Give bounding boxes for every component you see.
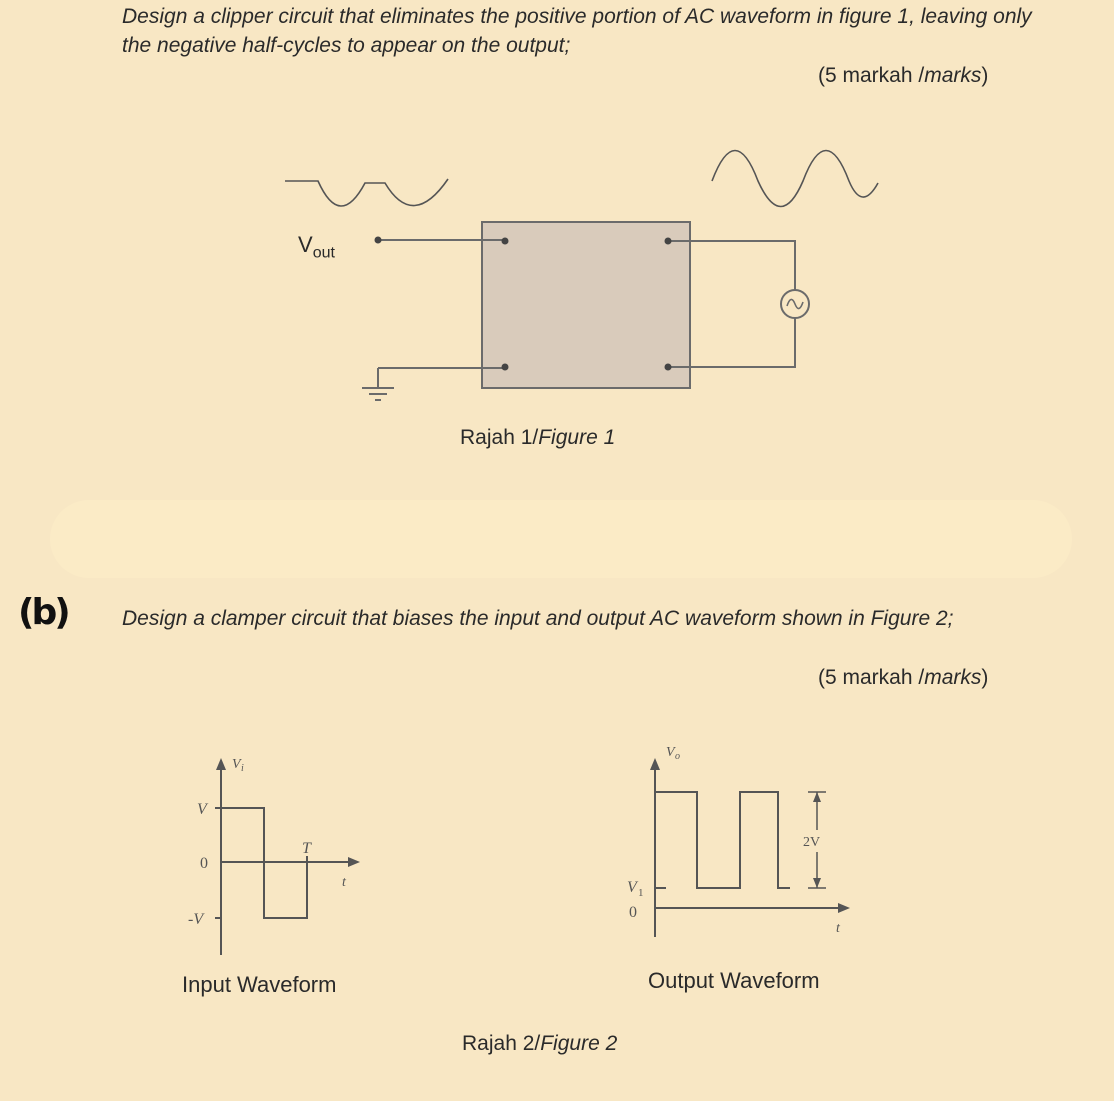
question-b-text: Design a clamper circuit that biases the input and output AC waveform shown in Figure 2; xyxy=(122,607,954,630)
output-label-time: t xyxy=(836,921,840,936)
vout-label xyxy=(298,232,335,262)
figure-1-diagram xyxy=(0,0,1114,470)
output-label-zero: 0 xyxy=(629,904,637,921)
output-axis-sub: o xyxy=(675,751,680,762)
input-label-neg-v: -V xyxy=(188,911,204,928)
input-waveform-plot xyxy=(188,757,360,955)
output-waveform-plot xyxy=(627,745,850,937)
figure-2-caption xyxy=(462,1032,617,1056)
vout-label-main: V xyxy=(298,232,313,257)
marks-suffix: ) xyxy=(981,64,989,87)
marks-prefix: (5 markah / xyxy=(818,666,925,689)
ground-symbol xyxy=(362,388,394,400)
input-label-v: V xyxy=(197,801,207,818)
vout-label-sub: out xyxy=(312,244,335,262)
output-label-span: 2V xyxy=(803,835,821,850)
figure-1-caption-italic: Figure 1 xyxy=(538,426,616,449)
terminal-right-top xyxy=(665,238,672,245)
marks-suffix: ) xyxy=(981,666,989,689)
output-label-v1: V xyxy=(627,879,637,896)
output-waveform-caption: Output Waveform xyxy=(648,968,820,993)
input-label-period: T xyxy=(302,840,311,857)
clipper-box xyxy=(482,222,690,388)
input-axis-label: V xyxy=(232,757,241,772)
terminal-vout xyxy=(375,237,382,244)
input-label-zero: 0 xyxy=(200,855,208,872)
figure-1-caption xyxy=(460,426,615,450)
question-a-text: Design a clipper circuit that eliminates the positive portion of AC waveform in figure 1, leaving only the negative half-cycles to appear on the output; xyxy=(122,5,1032,57)
handwritten-label-b: (b) xyxy=(18,592,68,633)
marks-italic: marks xyxy=(924,666,982,689)
input-label-time: t xyxy=(342,875,346,890)
figure-1-caption-prefix: Rajah 1/ xyxy=(460,426,539,449)
figure-2-diagram xyxy=(0,730,1114,970)
terminal-right-bottom xyxy=(665,364,672,371)
marks-prefix: (5 markah / xyxy=(818,64,925,87)
question-b-marks xyxy=(818,666,988,690)
terminal-left-bottom xyxy=(502,364,509,371)
figure-2-caption-italic: Figure 2 xyxy=(540,1032,618,1055)
figure-2-caption-prefix: Rajah 2/ xyxy=(462,1032,541,1055)
output-axis-label: V xyxy=(666,745,675,760)
input-waveform-caption: Input Waveform xyxy=(182,972,337,997)
output-label-v1-sub: 1 xyxy=(638,887,644,899)
marks-italic: marks xyxy=(924,64,982,87)
whiteout-band xyxy=(50,500,1072,578)
input-wave xyxy=(712,151,878,207)
terminal-left-top xyxy=(502,238,509,245)
ac-source-icon xyxy=(781,290,809,318)
output-wave xyxy=(285,179,448,206)
input-axis-sub: i xyxy=(241,763,244,774)
